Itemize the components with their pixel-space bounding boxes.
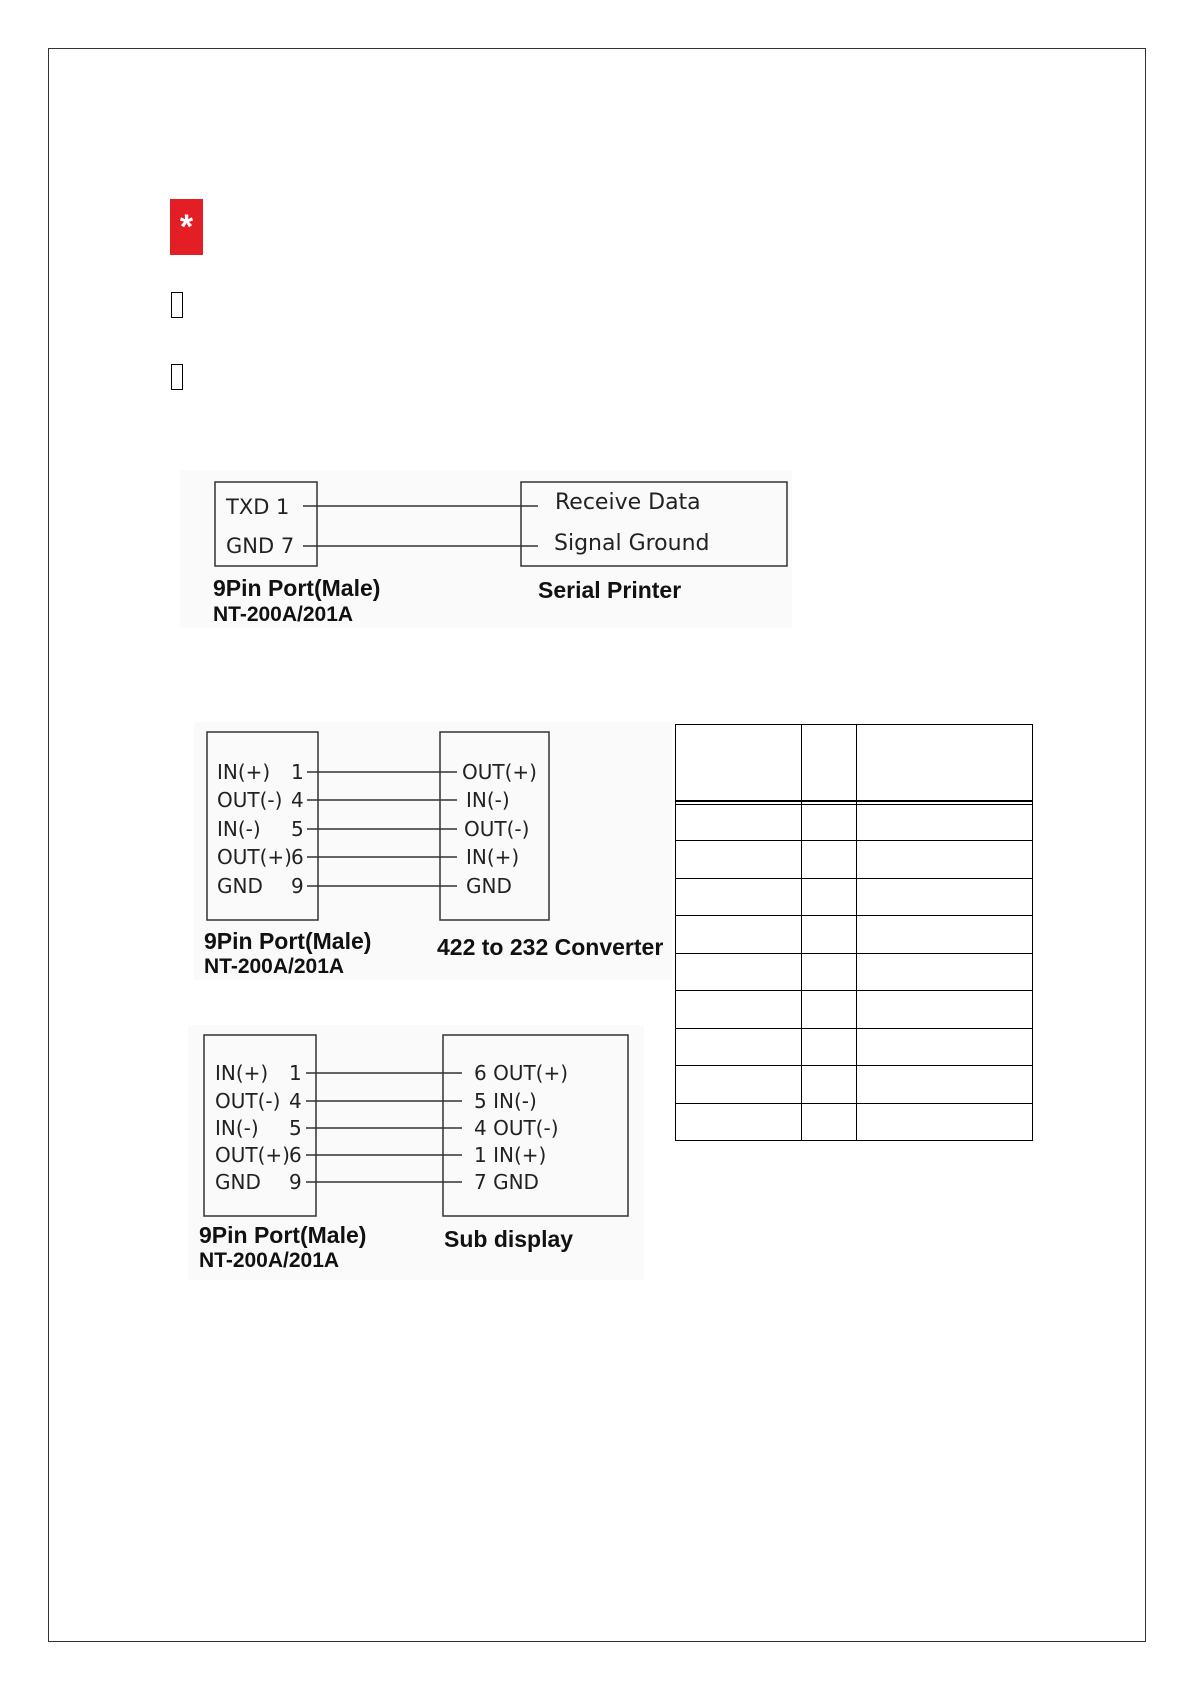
pin-name-3: IN(-) — [217, 817, 261, 841]
table-header-divider-2 — [675, 804, 1033, 805]
pin-name-4: OUT(+) — [217, 845, 292, 869]
pin-gnd-label: GND 7 — [226, 534, 295, 558]
pin-number-5: 9 — [291, 874, 304, 898]
subdisplay-wiring-diagram — [188, 1025, 644, 1280]
table-row-line — [675, 1028, 1033, 1029]
signal-ground: Signal Ground — [554, 531, 710, 556]
signal-receive-data: Receive Data — [555, 490, 701, 515]
table-border-right — [1032, 724, 1033, 1141]
table-col-line — [856, 724, 857, 1141]
pin-name-4: OUT(+) — [215, 1143, 290, 1167]
pin-number-3: 5 — [291, 817, 304, 841]
table-row-line — [675, 1065, 1033, 1066]
converter-wiring-svg — [194, 722, 672, 980]
table-header-divider — [675, 800, 1033, 802]
table-border-left — [675, 724, 676, 1141]
converter-signal-5: GND — [466, 874, 512, 898]
pin-name-1: IN(+) — [217, 760, 271, 784]
asterisk-marker — [170, 199, 203, 255]
table-row-line — [675, 840, 1033, 841]
converter-wiring-diagram — [194, 722, 672, 980]
pin-number-4: 6 — [289, 1143, 302, 1167]
converter-signal-2: IN(-) — [466, 788, 510, 812]
pin-number-5: 9 — [289, 1170, 302, 1194]
port-label: 9Pin Port(Male) — [204, 928, 372, 954]
device-label: Serial Printer — [538, 577, 682, 603]
table-row-line — [675, 1103, 1033, 1104]
pin-number-3: 5 — [289, 1116, 302, 1140]
device-label: Sub display — [444, 1226, 574, 1252]
printer-wiring-svg — [180, 470, 792, 628]
table-row-line — [675, 953, 1033, 954]
device-label: 422 to 232 Converter — [437, 934, 664, 960]
model-label: NT-200A/201A — [213, 603, 354, 626]
subdisplay-wiring-svg — [188, 1025, 644, 1280]
pin-number-2: 4 — [291, 788, 304, 812]
asterisk-icon: * — [179, 208, 194, 246]
wire-group — [307, 772, 457, 886]
model-label: NT-200A/201A — [204, 955, 345, 978]
subdisplay-signal-4: 1 IN(+) — [474, 1143, 547, 1167]
table-border-top — [675, 724, 1033, 725]
subdisplay-signal-1: 6 OUT(+) — [474, 1061, 569, 1085]
pin-number-1: 1 — [289, 1061, 302, 1085]
pin-name-5: GND — [217, 874, 263, 898]
subdisplay-signal-2: 5 IN(-) — [474, 1089, 537, 1113]
pin-name-1: IN(+) — [215, 1061, 269, 1085]
printer-wiring-diagram — [180, 470, 792, 628]
subdisplay-signal-3: 4 OUT(-) — [474, 1116, 559, 1140]
converter-signal-4: IN(+) — [466, 845, 520, 869]
table-row-line — [675, 915, 1033, 916]
port-label: 9Pin Port(Male) — [213, 575, 381, 601]
pin-number-2: 4 — [289, 1089, 302, 1113]
table-row-line — [675, 990, 1033, 991]
pin-name-5: GND — [215, 1170, 261, 1194]
converter-signal-3: OUT(-) — [464, 817, 530, 841]
table-border-bottom — [675, 1140, 1033, 1141]
pin-name-2: OUT(-) — [217, 788, 283, 812]
table-col-line — [801, 724, 802, 1141]
pin-name-3: IN(-) — [215, 1116, 259, 1140]
pin-name-2: OUT(-) — [215, 1089, 281, 1113]
wire-group — [306, 1073, 462, 1182]
pin-number-4: 6 — [291, 845, 304, 869]
table-row-line — [675, 878, 1033, 879]
pin-assignment-table — [675, 724, 1033, 1141]
pin-number-1: 1 — [291, 760, 304, 784]
pin-txd-label: TXD 1 — [226, 495, 290, 519]
model-label: NT-200A/201A — [199, 1249, 340, 1272]
subdisplay-signal-5: 7 GND — [474, 1170, 539, 1194]
converter-signal-1: OUT(+) — [462, 760, 537, 784]
port-label: 9Pin Port(Male) — [199, 1222, 367, 1248]
